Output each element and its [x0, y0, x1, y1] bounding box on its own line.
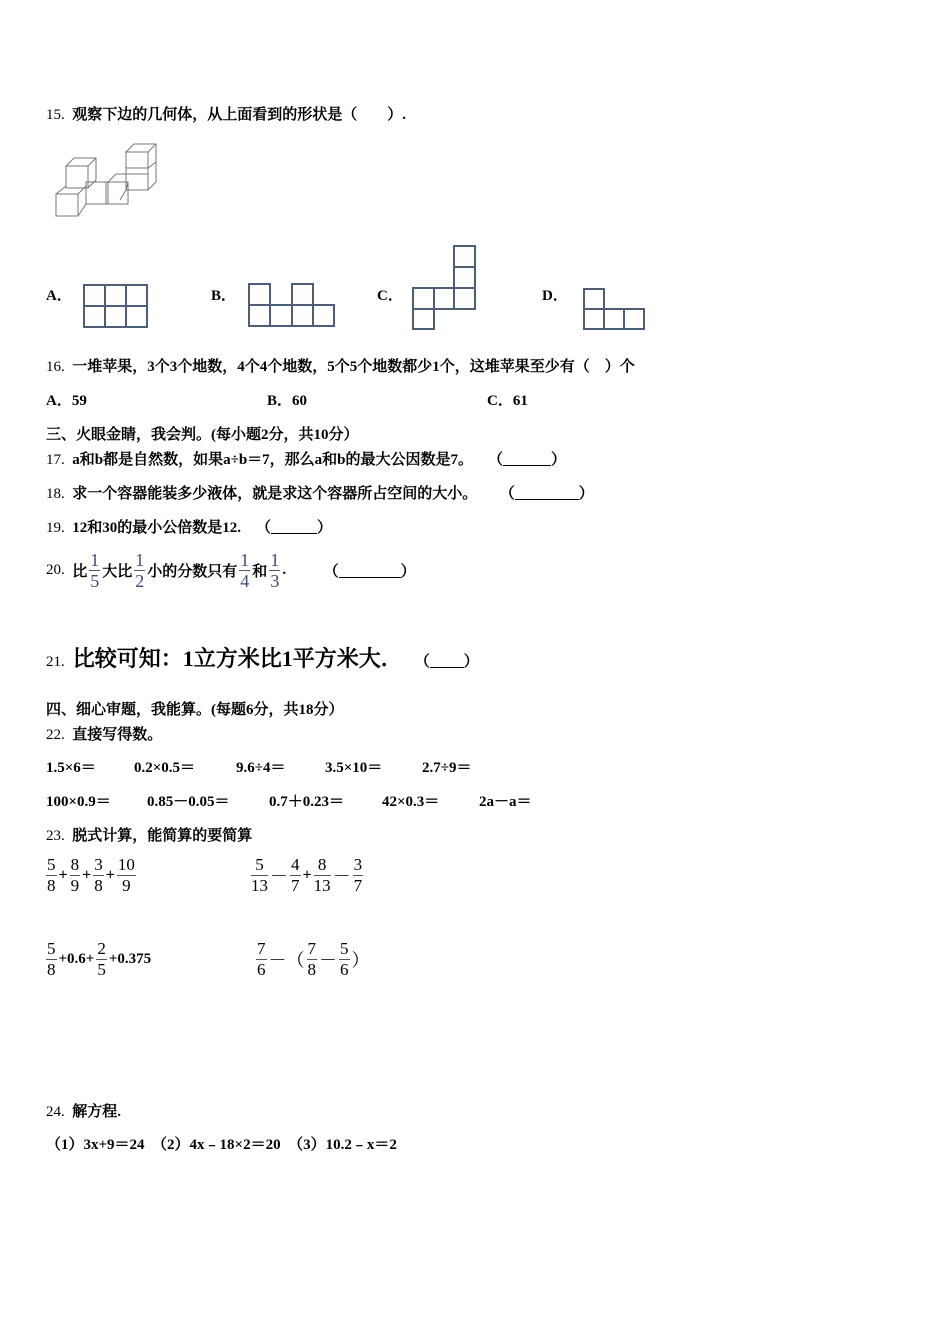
section4-title: 四、细心审题，我能算。(每题6分，共18分）	[46, 702, 344, 718]
q23-expression-2: $\frac{5}{13}$ － $\frac{4}{7}$ + $\frac{8}{13}$ － $\frac{3}{7}$	[251, 855, 363, 895]
q16-option-a[interactable]: A．59	[46, 393, 87, 409]
q23-expression-3: $\frac{5}{8}$ +0.6+ $\frac{2}{5}$ +0.375	[47, 939, 152, 979]
shape-d-icon[interactable]	[582, 287, 648, 333]
q16-text: 16. 一堆苹果，3个3个地数，4个4个地数，5个5个地数都少1个，这堆苹果至少有（ ）个	[46, 359, 635, 375]
q23-expression-4: $\frac{7}{6}$ －（ $\frac{7}{8}$ － $\frac{5}{6}$ ）	[257, 939, 370, 979]
option-b-label[interactable]: B．	[211, 288, 237, 304]
q17-answer-blank[interactable]	[503, 451, 551, 466]
q22-item: 1.5×6＝	[46, 760, 96, 776]
shape-a-icon[interactable]	[83, 283, 151, 331]
q22-item: 0.2×0.5＝	[134, 760, 196, 776]
q21-answer-blank[interactable]	[430, 653, 464, 668]
q22-item: 9.6÷4＝	[236, 760, 286, 776]
shape-b-icon[interactable]	[247, 283, 337, 331]
q24-text: 24. 解方程.	[46, 1104, 122, 1120]
q22-item: 2.7÷9＝	[422, 760, 472, 776]
q21-text: 21. 比较可知：1立方米比1平方米大． （ ）	[46, 646, 479, 671]
option-a-label[interactable]: A．	[46, 288, 72, 304]
q22-item: 0.7＋0.23＝	[269, 794, 345, 810]
q20-fraction-4: $\frac{1}{3}$	[270, 550, 280, 591]
shape-c-icon[interactable]	[411, 244, 481, 332]
q22-item: 0.85－0.05＝	[147, 794, 230, 810]
q22-item: 42×0.3＝	[382, 794, 440, 810]
cube-solid-figure	[54, 142, 159, 220]
q23-text: 23. 脱式计算，能简算的要简算	[46, 828, 253, 844]
q22-text: 22. 直接写得数。	[46, 727, 163, 743]
q20-text: 20. 比 $\frac{1}{5}$ 大比 $\frac{1}{2}$ 小的分数只有 $\frac{1}{4}$ 和 $\frac{1}{3}$ . （ ）	[46, 550, 416, 591]
q24-equations: （1）3x+9＝24 （2）4x﹣18×2＝20 （3）10.2﹣x＝2	[46, 1137, 397, 1153]
option-c-label[interactable]: C．	[377, 288, 403, 304]
q15-text: 15. 观察下边的几何体，从上面看到的形状是（ ）.	[46, 107, 407, 123]
q20-fraction-1: $\frac{1}{5}$	[90, 550, 100, 591]
q20-fraction-2: $\frac{1}{2}$	[135, 550, 145, 591]
q16-option-c[interactable]: C．61	[487, 393, 528, 409]
section3-title: 三、火眼金睛，我会判。(每小题2分，共10分）	[46, 427, 359, 443]
q18-text: 18. 求一个容器能装多少液体，就是求这个容器所占空间的大小。 （ ）	[46, 486, 594, 502]
q17-text: 17. a和b都是自然数，如果a÷b＝7，那么a和b的最大公因数是7。 （ ）	[46, 452, 567, 468]
q22-item: 3.5×10＝	[325, 760, 383, 776]
q22-item: 2a－a＝	[479, 794, 532, 810]
q19-answer-blank[interactable]	[271, 519, 317, 534]
q16-option-b[interactable]: B．60	[267, 393, 308, 409]
q19-text: 19. 12和30的最小公倍数是12. （ ）	[46, 520, 333, 536]
q20-fraction-3: $\frac{1}{4}$	[240, 550, 250, 591]
q23-expression-1: $\frac{5}{8}$ + $\frac{8}{9}$ + $\frac{3}{8}$ + $\frac{10}{9}$	[47, 855, 135, 895]
option-d-label[interactable]: D．	[542, 288, 568, 304]
q18-answer-blank[interactable]	[515, 485, 579, 500]
q22-item: 100×0.9＝	[46, 794, 111, 810]
q20-answer-blank[interactable]	[339, 563, 401, 578]
